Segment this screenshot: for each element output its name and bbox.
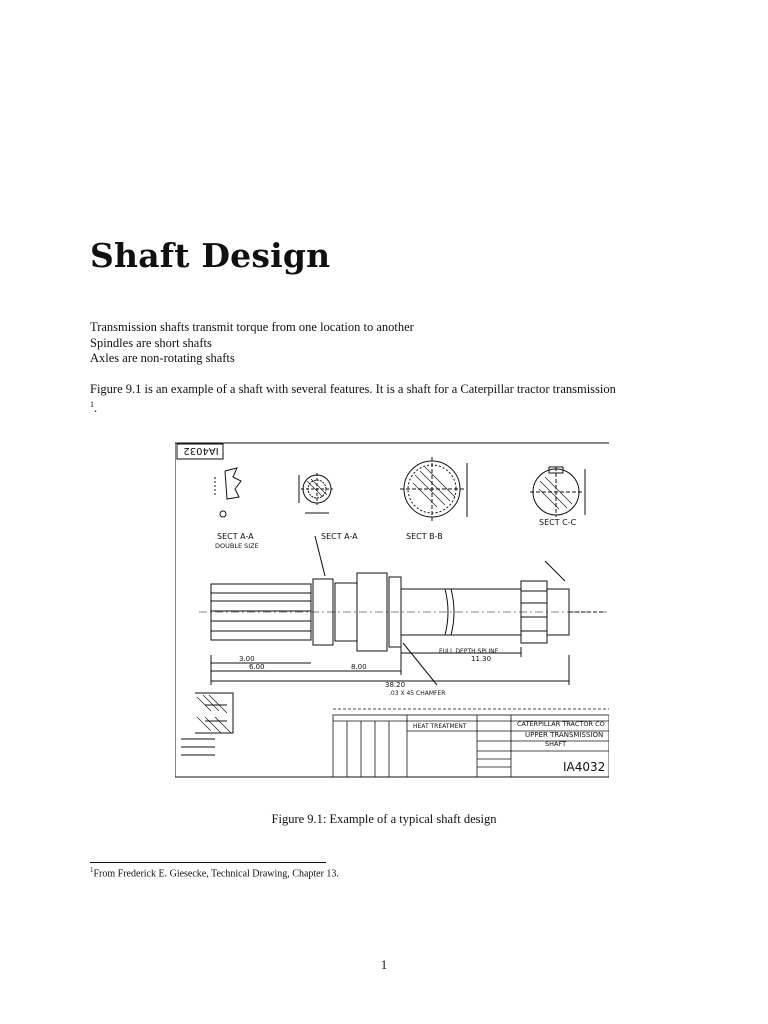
double-size-label: DOUBLE SIZE — [215, 542, 259, 550]
sect-c-c-label: SECT C-C — [539, 518, 577, 527]
paragraph-text: Figure 9.1 is an example of a shaft with several features. It is a shaft for a Caterpillar tractor transmission — [90, 382, 616, 396]
dim-overall-length: 38.20 — [385, 681, 406, 689]
dim-800: 8.00 — [351, 663, 367, 671]
line-axles: Axles are non-rotating shafts — [90, 351, 235, 365]
sect-a-a-double-label: SECT A-A — [217, 532, 254, 541]
chamfer-note: .03 X 45 CHAMFER — [389, 690, 446, 697]
full-depth-spline-label: FULL DEPTH SPLINE — [439, 648, 499, 655]
page-number: 1 — [380, 958, 388, 972]
sect-a-a-label: SECT A-A — [321, 532, 358, 541]
shaft-technical-drawing — [175, 441, 609, 779]
dim-1130: 11.30 — [471, 655, 492, 663]
paragraph-end: . — [94, 401, 98, 416]
line-transmission-shafts: Transmission shafts transmit torque from one location to another — [90, 320, 414, 334]
paragraph-footnote-mark: 1 — [90, 400, 94, 409]
line-spindles: Spindles are short shafts — [90, 335, 212, 350]
footnote-mark: 1 — [90, 866, 94, 874]
footnote-text: From Frederick E. Giesecke, Technical Drawing, Chapter 13. — [93, 868, 339, 880]
heat-treatment-label: HEAT TREATMENT — [413, 723, 467, 730]
part-name-line-1: UPPER TRANSMISSION — [525, 731, 604, 739]
page-title: Shaft Design — [90, 236, 331, 275]
dim-300: 3.00 — [239, 655, 255, 663]
dim-600: 6.00 — [249, 663, 265, 671]
part-number-bottom: IA4032 — [563, 760, 606, 774]
part-name-line-2: SHAFT — [545, 740, 567, 748]
company-name: CATERPILLAR TRACTOR CO — [517, 720, 605, 728]
sect-b-b-label: SECT B-B — [406, 532, 443, 541]
part-number-top: IA4032 — [183, 445, 219, 456]
figure-caption: Figure 9.1: Example of a typical shaft design — [271, 812, 497, 826]
footnote-rule — [90, 862, 326, 863]
footnote — [90, 866, 339, 879]
figure-intro-paragraph — [90, 382, 710, 416]
intro-lines — [90, 320, 414, 367]
